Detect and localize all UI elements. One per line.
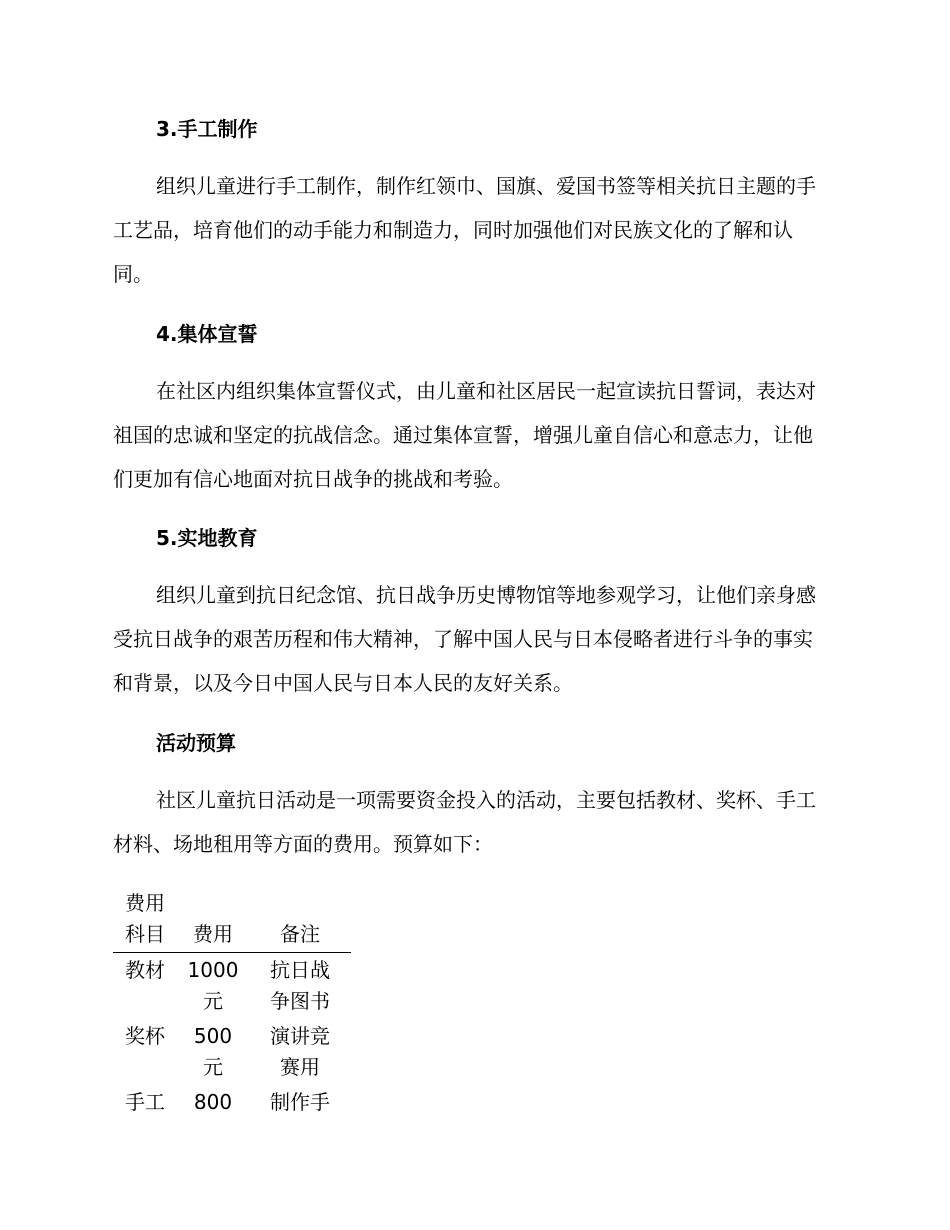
cell-note: 演讲竞赛用 — [270, 1024, 330, 1079]
section-heading-oath: 4.集体宣誓 — [156, 322, 258, 346]
header-cost: 费用 — [177, 888, 249, 953]
cell-cost: 800 — [193, 1090, 233, 1114]
section-body-oath: 在社区内组织集体宣誓仪式，由儿童和社区居民一起宣读抗日誓词，表达对祖国的忠诚和坚定的抗战信念。通过集体宣誓，增强儿童自信心和意志力，让他们更加有信心地面对抗日战争的挑战和考验。 — [113, 379, 816, 491]
header-note: 备注 — [249, 888, 351, 953]
section-heading-handcraft: 3.手工制作 — [156, 117, 258, 141]
section-heading-budget: 活动预算 — [156, 731, 236, 755]
table-row — [113, 1085, 351, 1120]
section-heading-field-education: 5.实地教育 — [156, 526, 258, 550]
cell-item: 教材 — [125, 958, 165, 982]
table-row — [113, 953, 351, 1020]
section-body-handcraft: 组织儿童进行手工制作，制作红领巾、国旗、爱国书签等相关抗日主题的手工艺品，培育他们的动手能力和制造力，同时加强他们对民族文化的了解和认同。 — [113, 174, 816, 286]
cell-cost: 500元 — [193, 1024, 233, 1079]
cell-cost: 1000元 — [187, 958, 239, 1013]
header-cost-item: 费用科目 — [113, 888, 177, 953]
cell-note: 抗日战争图书 — [270, 958, 330, 1013]
cell-item: 奖杯 — [125, 1024, 165, 1048]
budget-table — [113, 888, 351, 1120]
cell-item: 手工 — [125, 1090, 165, 1114]
section-body-budget: 社区儿童抗日活动是一项需要资金投入的活动，主要包括教材、奖杯、手工材料、场地租用等方面的费用。预算如下： — [113, 788, 816, 856]
cell-note: 制作手 — [270, 1090, 330, 1114]
budget-table-header-row — [113, 888, 351, 953]
section-body-field-education: 组织儿童到抗日纪念馆、抗日战争历史博物馆等地参观学习，让他们亲身感受抗日战争的艰苦历程和伟大精神，了解中国人民与日本侵略者进行斗争的事实和背景，以及今日中国人民与日本人民的友好关系。 — [113, 583, 816, 695]
table-row — [113, 1019, 351, 1085]
